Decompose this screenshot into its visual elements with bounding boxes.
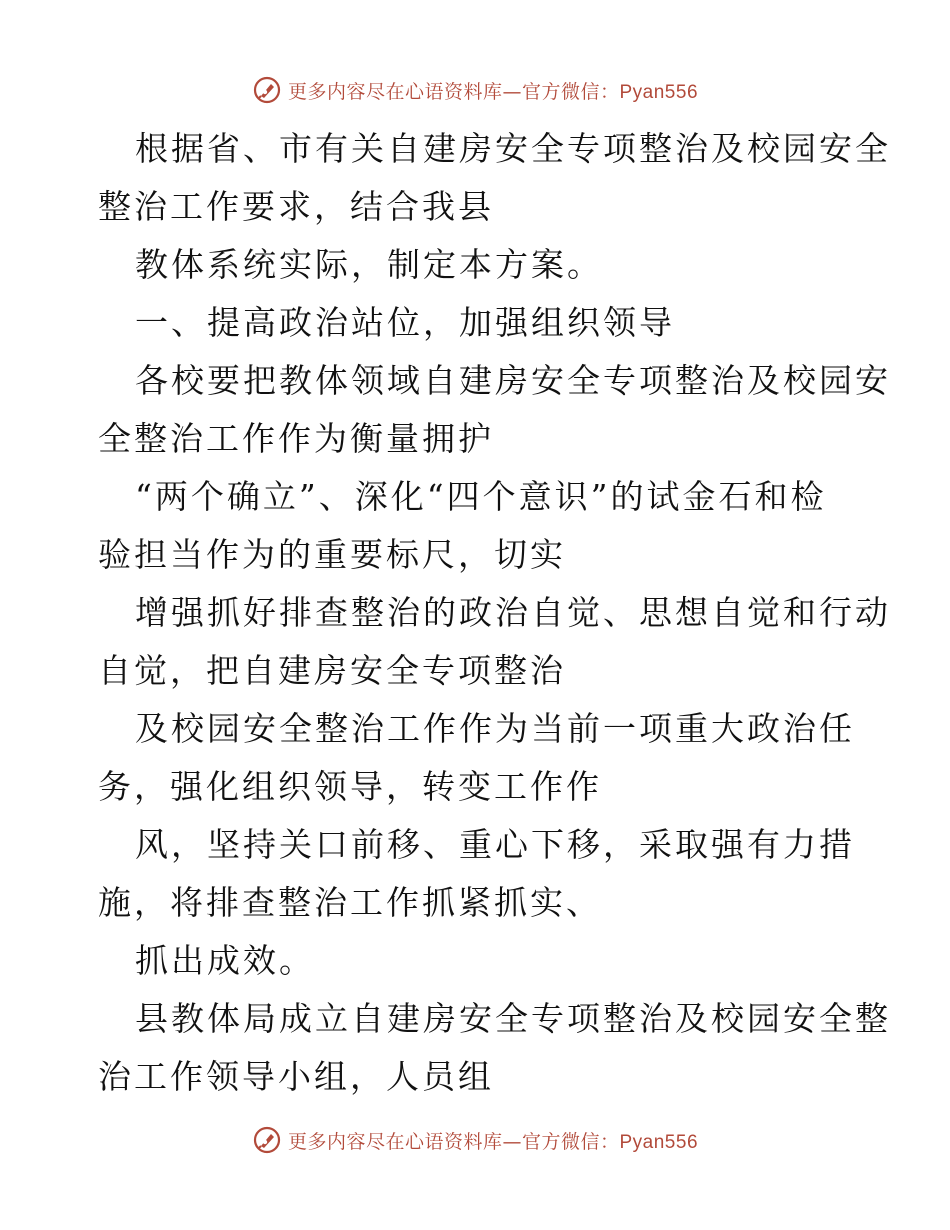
header-watermark	[0, 72, 950, 108]
watermark-brand: 更多内容尽在心语资料库	[287, 80, 503, 103]
watermark-text	[288, 77, 698, 104]
text-line: 全整治工作作为衡量拥护	[98, 419, 494, 458]
text-line: 验担当作为的重要标尺，切实	[98, 535, 566, 574]
text-line: 抓出成效。	[135, 941, 315, 980]
text-line: 根据省、市有关自建房安全专项整治及校园安全	[135, 129, 891, 168]
watermark-wechat-id: Pyan556	[619, 1131, 699, 1153]
watermark-dash: —	[502, 80, 522, 103]
text-line: 增强抓好排查整治的政治自觉、思想自觉和行动	[135, 593, 891, 632]
text-line: 教体系统实际，制定本方案。	[135, 245, 603, 284]
pen-nib-logo-icon	[252, 1125, 282, 1155]
text-line: 县教体局成立自建房安全专项整治及校园安全整	[135, 999, 891, 1038]
watermark-dash: —	[502, 1130, 522, 1153]
pen-nib-logo-icon	[252, 75, 282, 105]
watermark-wechat-label: 官方微信：	[521, 1130, 620, 1153]
text-line: 风，坚持关口前移、重心下移，采取强有力措	[135, 825, 855, 864]
document-body	[98, 120, 891, 1106]
text-line: 各校要把教体领域自建房安全专项整治及校园安	[135, 361, 891, 400]
text-line: 整治工作要求，结合我县	[98, 187, 494, 226]
watermark-brand: 更多内容尽在心语资料库	[287, 1130, 503, 1153]
watermark-text	[288, 1127, 698, 1154]
text-line: 施，将排查整治工作抓紧抓实、	[98, 883, 602, 922]
text-line: 自觉，把自建房安全专项整治	[98, 651, 566, 690]
text-line: “两个确立”、深化“四个意识”的试金石和检	[135, 477, 827, 516]
text-line: 治工作领导小组，人员组	[98, 1057, 494, 1096]
watermark-wechat-id: Pyan556	[619, 81, 699, 103]
text-line: 一、提高政治站位，加强组织领导	[135, 303, 675, 342]
text-line: 务，强化组织领导，转变工作作	[98, 767, 602, 806]
text-line: 及校园安全整治工作作为当前一项重大政治任	[135, 709, 855, 748]
watermark-wechat-label: 官方微信：	[521, 80, 620, 103]
footer-watermark	[0, 1122, 950, 1158]
